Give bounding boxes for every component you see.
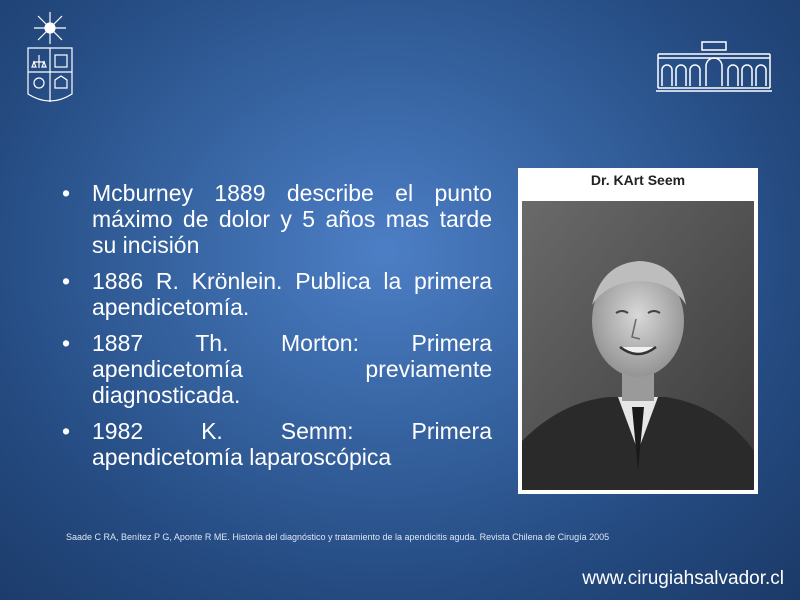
bullet-text: 1887 Th. Morton: Primera apendicetomía previamente diagnosticada. xyxy=(92,330,492,408)
bullet-list xyxy=(62,180,492,480)
university-crest-icon xyxy=(24,10,76,110)
website-url: www.cirugiahsalvador.cl xyxy=(582,568,784,589)
bullet-dot: • xyxy=(62,418,71,444)
portrait-photo xyxy=(522,201,754,490)
bullet-dot: • xyxy=(62,268,71,294)
bullet-item xyxy=(62,330,492,408)
citation-text: Saade C RA, Benítez P G, Aponte R ME. Historia del diagnóstico y tratamiento de la apendicitis aguda. Revista Chilena de Cirugía 2005 xyxy=(66,532,610,542)
portrait-caption: Dr. KArt Seem xyxy=(590,172,686,188)
bullet-dot: • xyxy=(62,330,71,356)
bullet-item xyxy=(62,418,492,470)
bullet-item xyxy=(62,268,492,320)
bullet-item xyxy=(62,180,492,258)
building-emblem-icon xyxy=(654,40,774,92)
bullet-dot: • xyxy=(62,180,71,206)
bullet-text: Mcburney 1889 describe el punto máximo de dolor y 5 años mas tarde su incisión xyxy=(92,180,492,258)
portrait-card xyxy=(518,168,758,494)
bullet-text: 1982 K. Semm: Primera apendicetomía laparoscópica xyxy=(92,418,492,470)
bullet-text: 1886 R. Krönlein. Publica la primera apendicetomía. xyxy=(92,268,492,320)
